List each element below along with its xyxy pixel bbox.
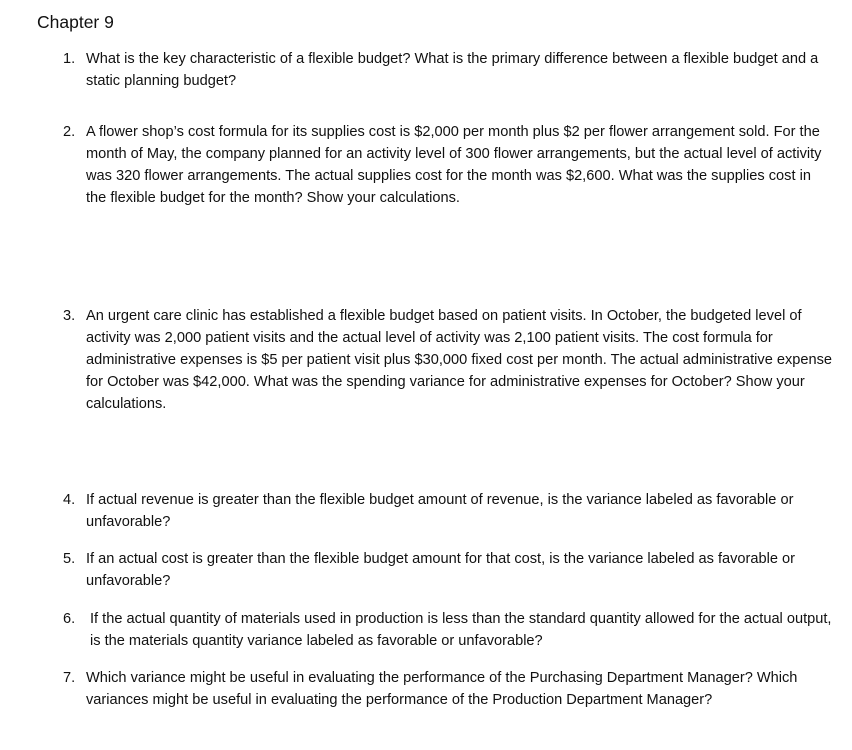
- question-number: 4.: [63, 492, 76, 508]
- question-5: [63, 548, 833, 592]
- question-3: [63, 305, 833, 415]
- question-text: A flower shop’s cost formula for its supplies cost is $2,000 per month plus $2 per flower arrangement sold. For the month of May, the company planned for an activity level of 300 flower arrangements, but the actual level of activity was 320 flower arrangements. The actual supplies cost for the month was $2,600. What was the supplies cost in the flexible budget for the month? Show your calculations.: [86, 124, 822, 206]
- question-1: [63, 48, 833, 92]
- question-7: [63, 667, 833, 711]
- question-4: [63, 489, 833, 533]
- question-text: If an actual cost is greater than the flexible budget amount for that cost, is the variance labeled as favorable or unfavorable?: [86, 551, 796, 589]
- question-2: [63, 121, 833, 209]
- question-text: An urgent care clinic has established a flexible budget based on patient visits. In October, the budgeted level of activity was 2,000 patient visits and the actual level of activity was 2,100 patient visits. The cost formula for administrative expenses is $5 per patient visit plus $30,000 fixed cost per month. The actual administrative expense for October was $42,000. What was the spending variance for administrative expenses for October? Show your calculations.: [86, 308, 833, 412]
- question-number: 7.: [63, 670, 76, 686]
- page-title: Chapter 9: [37, 12, 114, 32]
- question-text: What is the key characteristic of a flexible budget? What is the primary difference between a flexible budget and a static planning budget?: [86, 51, 819, 89]
- question-text: Which variance might be useful in evaluating the performance of the Purchasing Department Manager? Which variances might be useful in evaluating the performance of the Production Department Manager?: [86, 670, 798, 708]
- question-number: 6.: [63, 611, 76, 627]
- question-6: [63, 608, 833, 652]
- question-number: 3.: [63, 308, 76, 324]
- question-number: 2.: [63, 124, 76, 140]
- question-text: If the actual quantity of materials used in production is less than the standard quantity allowed for the actual output, is the materials quantity variance labeled as favorable or unfavorable?: [90, 611, 832, 649]
- question-text: If actual revenue is greater than the flexible budget amount of revenue, is the variance labeled as favorable or unfavorable?: [86, 492, 794, 530]
- question-number: 1.: [63, 51, 76, 67]
- question-number: 5.: [63, 551, 76, 567]
